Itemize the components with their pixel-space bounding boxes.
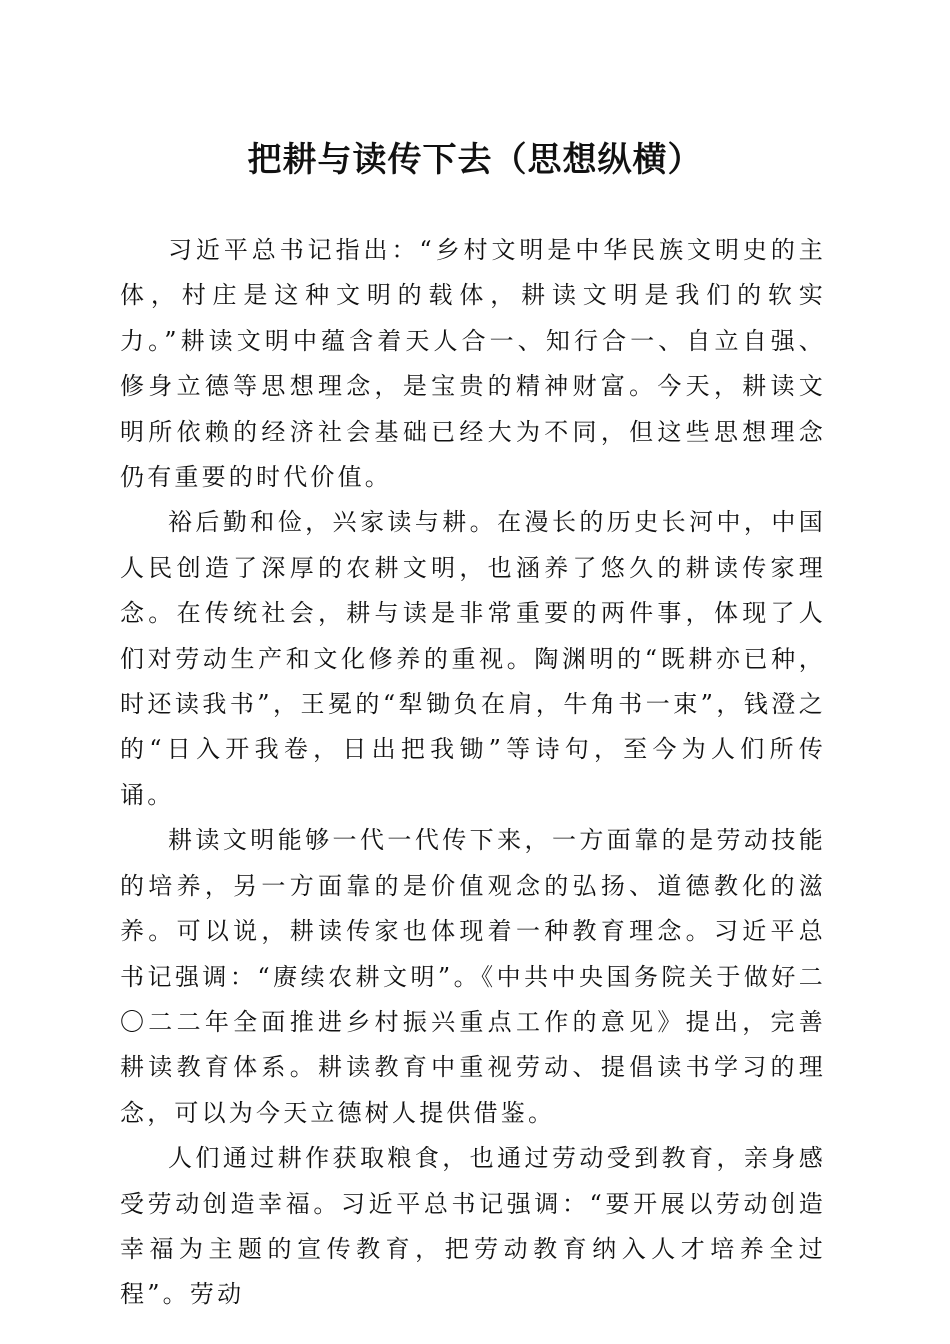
paragraph: 习近平总书记指出：“乡村文明是中华民族文明史的主体，村庄是这种文明的载体，耕读文明是我们的软实力。”耕读文明中蕴含着天人合一、知行合一、自立自强、修身立德等思想理念，是宝贵的精神财富。今天，耕读文明所依赖的经济社会基础已经大为不同，但这些思想理念仍有重要的时代价值。	[120, 236, 826, 492]
article-body	[120, 228, 826, 1318]
paragraph: 耕读文明能够一代一代传下来，一方面靠的是劳动技能的培养，另一方面靠的是价值观念的弘扬、道德教化的滋养。可以说，耕读传家也体现着一种教育理念。习近平总书记强调：“赓续农耕文明”。《中共中央国务院关于做好二〇二二年全面推进乡村振兴重点工作的意见》提出，完善耕读教育体系。耕读教育中重视劳动、提倡读书学习的理念，可以为今天立德树人提供借鉴。	[120, 826, 826, 1127]
page-title: 把耕与读传下去（思想纵横）	[247, 140, 703, 180]
paragraph: 人们通过耕作获取粮食，也通过劳动受到教育，亲身感受劳动创造幸福。习近平总书记强调：“要开展以劳动创造幸福为主题的宣传教育，把劳动教育纳入人才培养全过程”。劳动	[120, 1144, 826, 1309]
paragraph: 裕后勤和俭，兴家读与耕。在漫长的历史长河中，中国人民创造了深厚的农耕文明，也涵养了悠久的耕读传家理念。在传统社会，耕与读是非常重要的两件事，体现了人们对劳动生产和文化修养的重视。陶渊明的“既耕亦已种，时还读我书”，王冕的“犁锄负在肩，牛角书一束”，钱澄之的“日入开我卷，日出把我锄”等诗句，至今为人们所传诵。	[120, 508, 826, 809]
